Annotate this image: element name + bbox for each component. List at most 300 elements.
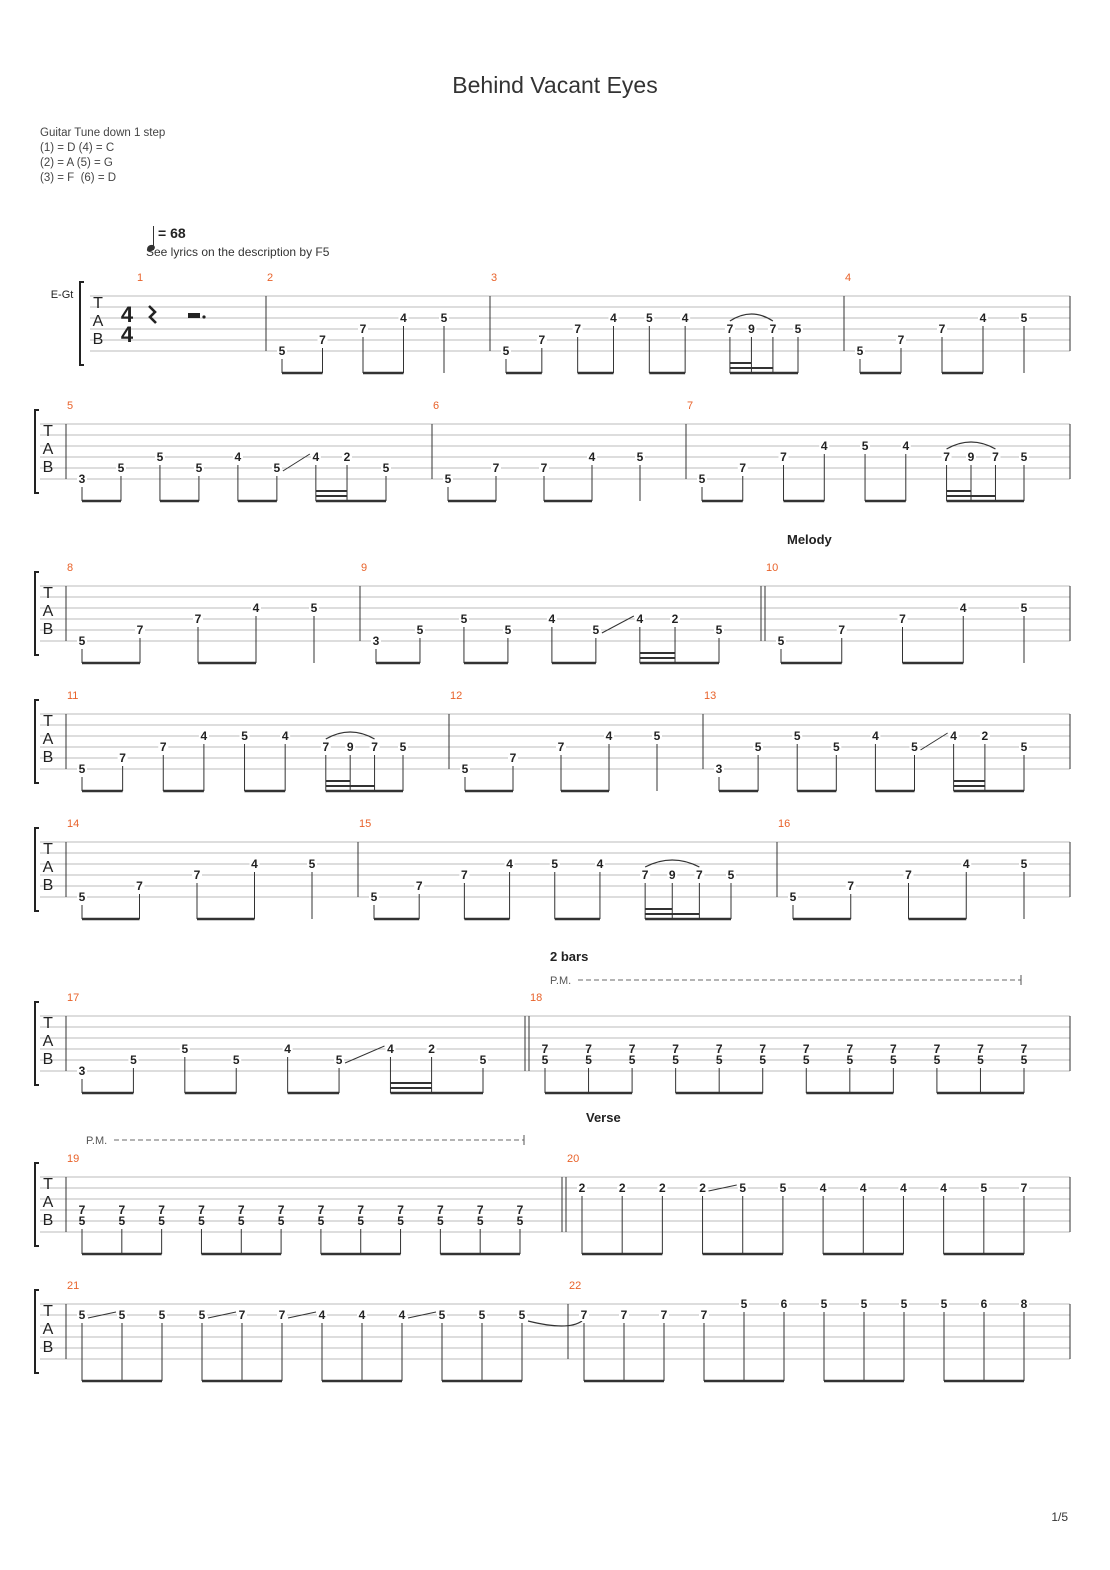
measure-number: 14 [67,818,80,830]
fret-number: 5 [541,1053,549,1067]
tab-clef-letter: T [43,1303,53,1320]
measure-number: 2 [267,272,274,284]
measure-15 [359,818,736,919]
fret-number: 7 [802,1042,810,1056]
fret-number: 5 [397,1214,404,1228]
fret-number: 5 [1020,1053,1028,1067]
fret-number: 5 [754,740,762,754]
fret-number: 5 [158,1214,165,1228]
fret-number: 5 [856,344,864,358]
fret-number: 5 [416,623,424,637]
fret-number: 7 [715,1042,723,1056]
tab-clef-letter: A [92,313,104,330]
measure-3 [491,272,803,373]
fret-number: 7 [158,1203,165,1217]
fret-number: 4 [596,857,604,871]
section-label: 2 bars [550,949,589,964]
fret-number: 4 [284,1042,291,1056]
measure-16 [778,818,1029,919]
fret-number: 7 [277,1203,285,1217]
system-bracket [35,700,39,783]
fret-number: 5 [980,1181,988,1195]
fret-number: 5 [653,729,661,743]
fret-number: 7 [397,1203,404,1217]
fret-number: 5 [232,1053,240,1067]
fret-number: 5 [740,1297,748,1311]
fret-number: 5 [237,1214,245,1228]
fret-number: 7 [193,868,201,882]
fret-number: 7 [938,322,946,336]
fret-number: 4 [506,857,513,871]
fret-number: 7 [136,879,143,893]
palm-mute-label: P.M. [86,1135,108,1147]
fret-number: 5 [759,1053,767,1067]
fret-number: 4 [859,1181,867,1195]
fret-number: 7 [897,333,905,347]
fret-number: 7 [322,740,330,754]
tab-system [35,1110,1070,1254]
fret-number: 7 [977,1042,984,1056]
tab-clef-letter: A [42,1194,54,1211]
fret-number: 7 [574,322,582,336]
fret-number: 2 [699,1181,706,1195]
measure-number: 13 [704,690,717,702]
fret-number: 3 [78,472,86,486]
fret-number: 4 [950,729,957,743]
fret-number: 5 [802,1053,810,1067]
fret-number: 5 [933,1053,941,1067]
fret-number: 7 [838,623,846,637]
fret-number: 5 [370,890,378,904]
fret-number: 5 [861,439,869,453]
fret-number: 5 [130,1053,137,1067]
section-label: Verse [586,1110,621,1125]
fret-number: 4 [900,1181,907,1195]
fret-number: 5 [78,762,86,776]
tab-clef-letter: A [42,603,54,620]
tuning-line: (3) = F (6) = D [40,172,117,184]
fret-number: 7 [118,1203,126,1217]
fret-number: 9 [346,740,354,754]
fret-number: 7 [641,868,649,882]
fret-number: 5 [794,322,802,336]
system-bracket [35,1290,39,1373]
measure-7 [687,400,1029,501]
fret-number: 5 [789,890,797,904]
fret-number: 5 [479,1053,487,1067]
measure-12 [450,690,662,791]
fret-number: 5 [156,450,164,464]
fret-number: 5 [308,857,316,871]
fret-number: 5 [181,1042,189,1056]
tab-clef-letter: T [43,585,53,602]
fret-number: 5 [460,612,468,626]
tab-clef-letter: T [43,841,53,858]
fret-number: 7 [739,461,747,475]
fret-number: 5 [1020,601,1028,615]
lyrics-note: See lyrics on the description by F5 [146,245,330,259]
fret-number: 7 [492,461,500,475]
system-bracket [35,572,39,655]
fret-number: 7 [557,740,565,754]
fret-number: 5 [672,1053,679,1067]
instrument-label: E-Gt [50,289,74,301]
fret-number: 4 [902,439,910,453]
measure-17 [67,992,525,1093]
measure-5 [67,400,391,501]
system-bracket [80,282,84,365]
dotted-rest [202,315,205,318]
measure-14 [67,818,317,919]
fret-number: 7 [278,1308,286,1322]
tuning-line: Guitar Tune down 1 step [40,127,166,139]
fret-number: 5 [476,1214,484,1228]
measure-6 [433,400,645,501]
fret-number: 5 [820,1297,828,1311]
fret-number: 4 [681,311,689,325]
fret-number: 7 [538,333,546,347]
fret-number: 5 [715,623,723,637]
tab-system [35,949,1070,1093]
fret-number: 7 [476,1203,484,1217]
fret-number: 5 [516,1214,524,1228]
tuning-line: (2) = A (5) = G [40,157,113,169]
fret-number: 2 [428,1042,435,1056]
tab-clef-letter: T [43,1015,53,1032]
measure-number: 20 [567,1153,580,1165]
fret-number: 4 [548,612,556,626]
fret-number: 2 [659,1181,666,1195]
system-bracket [35,1002,39,1085]
tab-clef-letter: T [43,713,53,730]
quarter-rest [149,306,156,323]
system-bracket [35,828,39,911]
fret-number: 5 [273,461,281,475]
tab-clef-letter: A [42,859,54,876]
system-bracket [35,1163,39,1246]
measure-number: 16 [778,818,791,830]
tab-clef-letter: A [42,731,54,748]
fret-number: 9 [748,322,755,336]
measure-number: 15 [359,818,372,830]
fret-number: 7 [933,1042,941,1056]
tab-clef-letter: T [43,1176,53,1193]
measure-9 [361,562,761,663]
palm-mute-label: P.M. [550,975,572,987]
fret-number: 5 [1020,857,1028,871]
measure-number: 18 [530,992,543,1004]
measure-number: 6 [433,400,440,412]
fret-number: 5 [78,1214,86,1228]
fret-number: 5 [158,1308,166,1322]
fret-number: 5 [832,740,840,754]
fret-number: 5 [940,1297,948,1311]
measure-number: 3 [491,272,498,284]
fret-number: 5 [698,472,706,486]
fret-number: 7 [237,1203,245,1217]
fret-number: 4 [400,311,407,325]
fret-number: 4 [252,601,260,615]
fret-number: 7 [780,450,787,464]
measure-13 [704,690,1029,791]
fret-number: 5 [585,1053,592,1067]
section-label: Melody [787,532,832,547]
measure-19 [67,1135,562,1254]
fret-number: 3 [372,634,380,648]
measure-11 [67,690,408,791]
fret-number: 5 [977,1053,984,1067]
fret-number: 5 [278,344,286,358]
fret-number: 4 [940,1181,947,1195]
fret-number: 7 [846,1042,854,1056]
measure-number: 12 [450,690,463,702]
fret-number: 7 [943,450,950,464]
fret-number: 9 [967,450,975,464]
measure-22 [569,1280,1029,1381]
fret-number: 5 [78,634,86,648]
tab-system [35,818,1070,919]
fret-number: 4 [819,1181,827,1195]
fret-number: 5 [645,311,653,325]
fret-number: 7 [359,322,367,336]
fret-number: 7 [461,868,468,882]
measure-number: 19 [67,1153,80,1165]
fret-number: 5 [727,868,735,882]
fret-number: 7 [580,1308,588,1322]
fret-number: 7 [317,1203,325,1217]
fret-number: 5 [241,729,248,743]
fret-number: 5 [118,1308,126,1322]
half-rest [188,313,200,318]
fret-number: 8 [1020,1297,1028,1311]
fret-number: 7 [905,868,912,882]
fret-number: 7 [759,1042,767,1056]
fret-number: 5 [739,1181,747,1195]
tab-system [51,272,1070,373]
system-bracket [35,410,39,493]
fret-number: 4 [358,1308,366,1322]
fret-number: 2 [578,1181,586,1195]
tie-arc [528,1321,582,1326]
fret-number: 7 [726,322,734,336]
fret-number: 7 [847,879,855,893]
fret-number: 5 [793,729,801,743]
tuning-line: (1) = D (4) = C [40,142,115,154]
fret-number: 7 [696,868,703,882]
fret-number: 5 [438,1308,446,1322]
fret-number: 7 [437,1203,444,1217]
fret-number: 4 [610,311,617,325]
tab-clef-letter: B [42,1212,54,1229]
fret-number: 5 [198,1308,206,1322]
time-signature-top: 4 [120,302,134,327]
tab-clef-letter: B [42,621,54,638]
measure-number: 11 [67,690,79,702]
fret-number: 7 [415,879,423,893]
fret-number: 4 [251,857,258,871]
fret-number: 5 [118,1214,126,1228]
measure-4 [845,272,1029,373]
time-signature-bottom: 4 [120,322,134,347]
fret-number: 5 [1020,740,1028,754]
measure-number: 4 [845,272,852,284]
fret-number: 7 [198,1203,205,1217]
fret-number: 2 [671,612,679,626]
fret-number: 4 [636,612,644,626]
fret-number: 4 [234,450,242,464]
fret-number: 5 [860,1297,868,1311]
fret-number: 7 [660,1308,668,1322]
fret-number: 5 [846,1053,854,1067]
tab-clef-letter: A [42,1321,54,1338]
fret-number: 7 [319,333,326,347]
fret-number: 3 [715,762,723,776]
fret-number: 5 [461,762,469,776]
song-title: Behind Vacant Eyes [452,72,658,98]
fret-number: 7 [516,1203,524,1217]
tab-clef-letter: A [42,1033,54,1050]
fret-number: 4 [959,601,967,615]
fret-number: 7 [371,740,378,754]
fret-number: 7 [238,1308,246,1322]
fret-number: 7 [540,461,548,475]
fret-number: 4 [200,729,208,743]
fret-number: 7 [1020,1181,1028,1195]
fret-number: 5 [504,623,512,637]
fret-number: 4 [820,439,828,453]
tab-clef-letter: B [42,749,54,766]
fret-number: 7 [620,1308,628,1322]
tab-clef-letter: B [42,1339,54,1356]
fret-number: 7 [672,1042,679,1056]
fret-number: 7 [541,1042,549,1056]
fret-number: 5 [382,461,390,475]
fret-number: 7 [136,623,144,637]
fret-number: 2 [981,729,989,743]
fret-number: 7 [357,1203,365,1217]
fret-number: 7 [769,322,777,336]
fret-number: 4 [398,1308,406,1322]
fret-number: 7 [628,1042,636,1056]
fret-number: 7 [585,1042,592,1056]
fret-number: 5 [310,601,318,615]
fret-number: 5 [890,1053,897,1067]
fret-number: 4 [979,311,987,325]
measure-number: 9 [361,562,368,574]
fret-number: 5 [437,1214,444,1228]
fret-number: 5 [628,1053,636,1067]
fret-number: 5 [198,1214,205,1228]
fret-number: 5 [357,1214,365,1228]
fret-number: 5 [478,1308,486,1322]
tab-system [35,400,1070,501]
tab-clef-letter: B [42,459,54,476]
measure-8 [67,562,319,663]
tab-clef-letter: A [42,441,54,458]
fret-number: 5 [78,1308,86,1322]
page-number: 1/5 [1051,1510,1068,1524]
tab-system [35,1280,1070,1381]
measure-21 [67,1280,582,1381]
tab-clef-letter: B [42,877,54,894]
fret-number: 3 [78,1064,86,1078]
fret-number: 5 [911,740,918,754]
fret-number: 5 [518,1308,526,1322]
fret-number: 7 [890,1042,897,1056]
fret-number: 5 [636,450,644,464]
fret-number: 2 [618,1181,626,1195]
fret-number: 7 [119,751,126,765]
fret-number: 7 [899,612,906,626]
tab-clef-letter: B [42,1051,54,1068]
measure-number: 5 [67,400,74,412]
measure-1 [137,272,206,323]
fret-number: 5 [777,634,785,648]
fret-number: 5 [78,890,86,904]
tab-clef-letter: T [43,423,53,440]
fret-number: 5 [502,344,510,358]
fret-number: 4 [387,1042,394,1056]
fret-number: 4 [872,729,879,743]
fret-number: 4 [588,450,596,464]
fret-number: 4 [605,729,613,743]
tab-system [35,532,1070,663]
tab-system [35,690,1070,791]
fret-number: 7 [159,740,167,754]
fret-number: 7 [78,1203,86,1217]
fret-number: 4 [962,857,970,871]
fret-number: 7 [509,751,517,765]
fret-number: 5 [715,1053,723,1067]
tab-clef-letter: T [93,295,103,312]
fret-number: 7 [1020,1042,1028,1056]
fret-number: 7 [700,1308,708,1322]
fret-number: 4 [281,729,289,743]
fret-number: 9 [668,868,676,882]
fret-number: 4 [312,450,320,464]
fret-number: 5 [444,472,452,486]
fret-number: 5 [1020,311,1028,325]
fret-number: 5 [399,740,407,754]
fret-number: 6 [780,1297,788,1311]
fret-number: 5 [277,1214,285,1228]
measure-number: 22 [569,1280,582,1292]
fret-number: 5 [440,311,448,325]
measure-number: 8 [67,562,74,574]
fret-number: 5 [335,1053,343,1067]
fret-number: 5 [900,1297,908,1311]
fret-number: 5 [195,461,203,475]
fret-number: 4 [318,1308,326,1322]
measure-number: 10 [766,562,779,574]
fret-number: 5 [317,1214,325,1228]
fret-number: 5 [592,623,600,637]
fret-number: 5 [779,1181,787,1195]
fret-number: 2 [343,450,351,464]
measure-number: 21 [67,1280,80,1292]
measure-2 [267,272,449,373]
measure-number: 17 [67,992,80,1004]
tempo-marking: = 68 [158,225,186,241]
measure-number: 7 [687,400,694,412]
measure-number: 1 [137,272,144,284]
tab-clef-letter: B [92,331,104,348]
fret-number: 7 [194,612,202,626]
fret-number: 6 [980,1297,988,1311]
fret-number: 5 [1020,450,1028,464]
fret-number: 5 [117,461,125,475]
fret-number: 7 [992,450,999,464]
